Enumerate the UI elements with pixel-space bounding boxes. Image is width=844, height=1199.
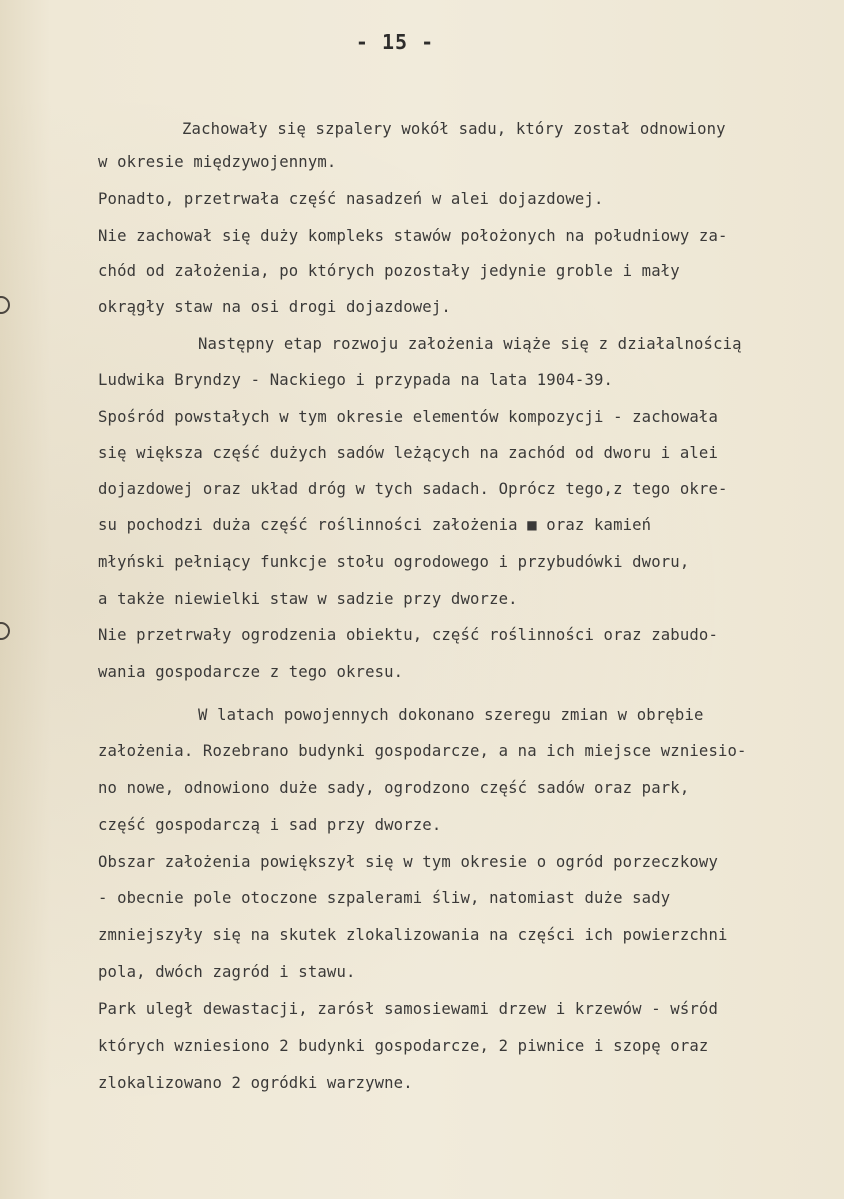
text-line: młyński pełniący funkcje stołu ogrodowego i przybudówki dworu, — [98, 553, 690, 571]
text-line: których wzniesiono 2 budynki gospodarcze, 2 piwnice i szopę oraz — [98, 1037, 709, 1055]
text-line: Następny etap rozwoju założenia wiąże się z działalnością — [198, 335, 742, 353]
punch-hole-mark — [0, 296, 10, 314]
text-line: pola, dwóch zagród i stawu. — [98, 963, 356, 981]
text-line: założenia. Rozebrano budynki gospodarcze, a na ich miejsce wzniesio- — [98, 742, 747, 760]
text-line: część gospodarczą i sad przy dworze. — [98, 816, 442, 834]
text-line: Nie przetrwały ogrodzenia obiektu, część roślinności oraz zabudo- — [98, 626, 718, 644]
punch-hole-mark — [0, 622, 10, 640]
text-line: w okresie międzywojennym. — [98, 153, 337, 171]
text-line: Ponadto, przetrwała część nasadzeń w alei dojazdowej. — [98, 190, 604, 208]
text-line: Zachowały się szpalery wokół sadu, który został odnowiony — [182, 120, 726, 138]
text-line: Park uległ dewastacji, zarósł samosiewami drzew i krzewów - wśród — [98, 1000, 718, 1018]
text-line: wania gospodarcze z tego okresu. — [98, 663, 404, 681]
page-number: - 15 - — [355, 30, 435, 54]
text-line: su pochodzi duża część roślinności założenia ■ oraz kamień — [98, 516, 652, 534]
text-line: W latach powojennych dokonano szeregu zmian w obrębie — [198, 706, 704, 724]
text-line: się większa część dużych sadów leżących na zachód od dworu i alei — [98, 444, 718, 462]
text-line: Ludwika Bryndzy - Nackiego i przypada na lata 1904-39. — [98, 371, 614, 389]
text-line: chód od założenia, po których pozostały jedynie groble i mały — [98, 262, 680, 280]
text-line: - obecnie pole otoczone szpalerami śliw, natomiast duże sady — [98, 889, 671, 907]
text-line: dojazdowej oraz układ dróg w tych sadach. Oprócz tego,z tego okre- — [98, 480, 728, 498]
text-line: a także niewielki staw w sadzie przy dworze. — [98, 590, 518, 608]
text-line: Obszar założenia powiększył się w tym okresie o ogród porzeczkowy — [98, 853, 718, 871]
text-line: zmniejszyły się na skutek zlokalizowania na części ich powierzchni — [98, 926, 728, 944]
text-line: Spośród powstałych w tym okresie elementów kompozycji - zachowała — [98, 408, 718, 426]
text-line: Nie zachował się duży kompleks stawów położonych na południowy za- — [98, 227, 728, 245]
text-line: no nowe, odnowiono duże sady, ogrodzono część sadów oraz park, — [98, 779, 690, 797]
text-line: zlokalizowano 2 ogródki warzywne. — [98, 1074, 413, 1092]
text-line: okrągły staw na osi drogi dojazdowej. — [98, 298, 451, 316]
